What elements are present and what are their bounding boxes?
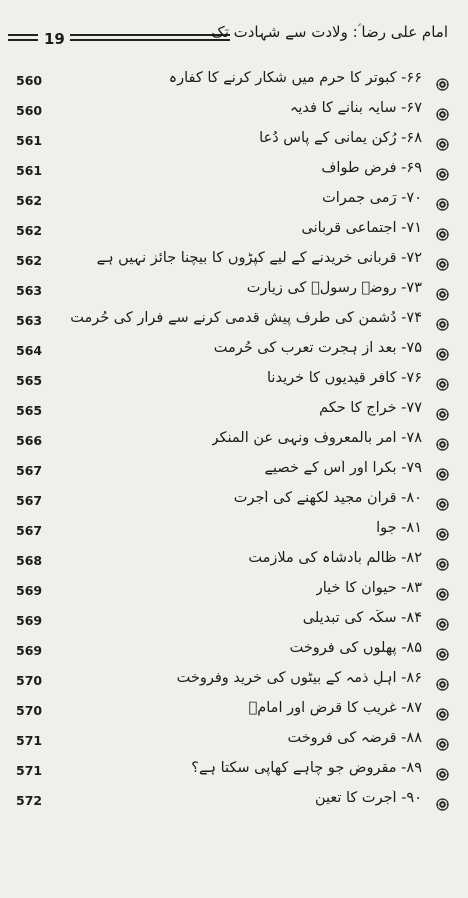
toc-page-number: 572 bbox=[16, 793, 43, 808]
toc-entry bbox=[0, 427, 468, 457]
toc-entry bbox=[0, 457, 468, 487]
toc-entry bbox=[0, 307, 468, 337]
flower-rosette-icon bbox=[436, 796, 449, 809]
flower-rosette-icon bbox=[436, 196, 449, 209]
header-rule bbox=[70, 34, 230, 36]
header-rule bbox=[8, 39, 38, 41]
table-of-contents bbox=[0, 67, 468, 817]
toc-page-number: 561 bbox=[16, 163, 43, 178]
toc-entry-title: ۶۶- کبوتر کا حرم میں شکار کرنے کا کفارہ bbox=[168, 70, 422, 86]
toc-entry-title: ۷۳- روضۂ رسولؐ کی زیارت bbox=[246, 280, 422, 296]
toc-entry-title: ۷۱- اجتماعی قربانی bbox=[301, 220, 422, 236]
flower-rosette-icon bbox=[436, 706, 449, 719]
toc-entry bbox=[0, 97, 468, 127]
toc-entry-title: ۸۳- حیوان کا خیار bbox=[315, 580, 422, 596]
toc-entry bbox=[0, 727, 468, 757]
toc-entry-title: ۸۹- مقروض جو چاہے کھاپی سکتا ہے؟ bbox=[191, 760, 422, 776]
flower-rosette-icon bbox=[436, 106, 449, 119]
toc-page-number: 566 bbox=[16, 433, 43, 448]
toc-page-number: 564 bbox=[16, 343, 43, 358]
flower-rosette-icon bbox=[436, 496, 449, 509]
toc-page-number: 567 bbox=[16, 493, 43, 508]
toc-entry bbox=[0, 337, 468, 367]
toc-entry-title: ۷۷- خراج کا حکم bbox=[319, 400, 422, 416]
toc-entry bbox=[0, 127, 468, 157]
flower-rosette-icon bbox=[436, 226, 449, 239]
toc-page-number: 562 bbox=[16, 193, 43, 208]
toc-page-number: 565 bbox=[16, 373, 43, 388]
toc-page-number: 571 bbox=[16, 763, 43, 778]
flower-rosette-icon bbox=[436, 166, 449, 179]
flower-rosette-icon bbox=[436, 136, 449, 149]
toc-page-number: 567 bbox=[16, 463, 43, 478]
toc-entry bbox=[0, 517, 468, 547]
toc-entry-title: ۸۴- سکّہ کی تبدیلی bbox=[302, 610, 422, 626]
toc-page-number: 568 bbox=[16, 553, 43, 568]
toc-entry bbox=[0, 697, 468, 727]
toc-entry bbox=[0, 247, 468, 277]
toc-entry-title: ۷۹- بکرا اور اُس کے خصیے bbox=[264, 460, 422, 476]
toc-entry-title: ۷۴- دُشمن کی طرف پیش قدمی کرنے سے فرار کی حُرمت bbox=[70, 310, 422, 326]
toc-page-number: 569 bbox=[16, 643, 43, 658]
flower-rosette-icon bbox=[436, 346, 449, 359]
flower-rosette-icon bbox=[436, 556, 449, 569]
toc-page-number: 570 bbox=[16, 703, 43, 718]
toc-entry-title: ۷۰- رَمی جمرات bbox=[322, 190, 422, 206]
toc-page-number: 562 bbox=[16, 253, 43, 268]
toc-entry bbox=[0, 217, 468, 247]
flower-rosette-icon bbox=[436, 256, 449, 269]
toc-entry-title: ۶۷- سایہ بنانے کا فدیہ bbox=[289, 100, 422, 116]
running-title: امام علی رضا ؑ: ولادت سے شہادت تک bbox=[211, 23, 448, 41]
toc-entry-title: ۹۰- اُجرت کا تعین bbox=[314, 790, 422, 806]
toc-page-number: 560 bbox=[16, 103, 43, 118]
header-rule bbox=[8, 34, 38, 36]
flower-rosette-icon bbox=[436, 436, 449, 449]
flower-rosette-icon bbox=[436, 286, 449, 299]
header-rule bbox=[70, 39, 230, 41]
toc-entry-title: ۶۸- رُکنِ یمانی کے پاس دُعا bbox=[259, 130, 422, 146]
toc-entry-title: ۸۲- ظالم بادشاہ کی ملازمت bbox=[248, 550, 422, 566]
flower-rosette-icon bbox=[436, 736, 449, 749]
flower-rosette-icon bbox=[436, 766, 449, 779]
toc-entry-title: ۶۹- فرضِ طواف bbox=[321, 160, 422, 176]
page-number: 19 bbox=[44, 30, 65, 48]
toc-entry bbox=[0, 187, 468, 217]
toc-entry bbox=[0, 487, 468, 517]
toc-entry-title: ۷۸- اَمر بالمعروف ونہی عن المنکر bbox=[211, 430, 422, 446]
flower-rosette-icon bbox=[436, 676, 449, 689]
toc-entry bbox=[0, 607, 468, 637]
flower-rosette-icon bbox=[436, 316, 449, 329]
toc-entry bbox=[0, 667, 468, 697]
toc-entry-title: ۸۱- جوا bbox=[376, 520, 422, 536]
toc-page-number: 562 bbox=[16, 223, 43, 238]
toc-entry-title: ۸۷- غریب کا قرض اور امامؑ bbox=[248, 700, 422, 716]
toc-page-number: 565 bbox=[16, 403, 43, 418]
toc-entry bbox=[0, 397, 468, 427]
toc-page-number: 569 bbox=[16, 613, 43, 628]
toc-entry bbox=[0, 547, 468, 577]
flower-rosette-icon bbox=[436, 376, 449, 389]
toc-entry bbox=[0, 787, 468, 817]
toc-page-number: 570 bbox=[16, 673, 43, 688]
toc-entry bbox=[0, 577, 468, 607]
flower-rosette-icon bbox=[436, 76, 449, 89]
toc-entry bbox=[0, 157, 468, 187]
toc-entry bbox=[0, 637, 468, 667]
toc-page-number: 571 bbox=[16, 733, 43, 748]
flower-rosette-icon bbox=[436, 586, 449, 599]
page-header bbox=[0, 22, 468, 56]
flower-rosette-icon bbox=[436, 406, 449, 419]
flower-rosette-icon bbox=[436, 646, 449, 659]
toc-entry bbox=[0, 367, 468, 397]
toc-page-number: 563 bbox=[16, 283, 43, 298]
toc-page-number: 561 bbox=[16, 133, 43, 148]
toc-entry-title: ۷۵- بعد از ہجرت تعرب کی حُرمت bbox=[213, 340, 422, 356]
toc-entry-title: ۷۶- کافر قیدیوں کا خریدنا bbox=[267, 370, 422, 386]
toc-page-number: 569 bbox=[16, 583, 43, 598]
toc-entry-title: ۸۸- قرضہ کی فروخت bbox=[287, 730, 422, 746]
toc-page-number: 567 bbox=[16, 523, 43, 538]
toc-entry-title: ۸۰- قرآن مجید لکھنے کی اُجرت bbox=[233, 490, 422, 506]
toc-entry-title: ۷۲- قربانی خریدنے کے لیے کپڑوں کا بیچنا جائز نہیں ہے bbox=[96, 250, 422, 266]
flower-rosette-icon bbox=[436, 466, 449, 479]
flower-rosette-icon bbox=[436, 526, 449, 539]
flower-rosette-icon bbox=[436, 616, 449, 629]
toc-page-number: 560 bbox=[16, 73, 43, 88]
toc-entry bbox=[0, 277, 468, 307]
toc-entry-title: ۸۶- اہلِ ذمہ کے بیٹوں کی خرید وفروخت bbox=[176, 670, 422, 686]
toc-entry-title: ۸۵- پھلوں کی فروخت bbox=[289, 640, 422, 656]
toc-entry bbox=[0, 757, 468, 787]
toc-page-number: 563 bbox=[16, 313, 43, 328]
toc-entry bbox=[0, 67, 468, 97]
